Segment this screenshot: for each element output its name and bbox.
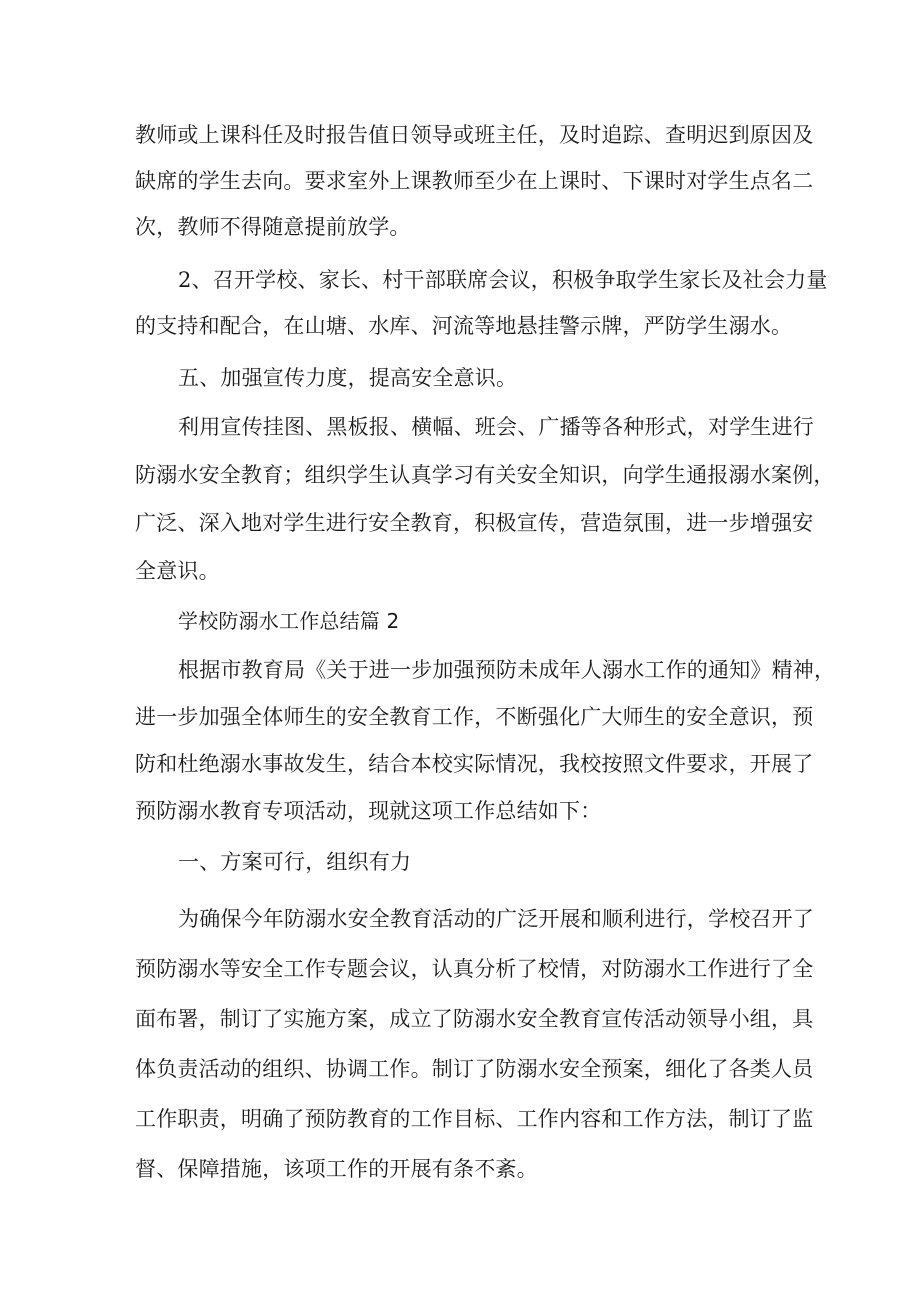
- body-text-line: 根据市教育局《关于进一步加强预防未成年人溺水工作的通知》精神，: [178, 658, 836, 682]
- body-text-line: 防和杜绝溺水事故发生，结合本校实际情况，我校按照文件要求，开展了: [135, 752, 814, 776]
- body-text-line: 教师或上课科任及时报告值日领导或班主任，及时追踪、查明迟到原因及: [135, 123, 814, 147]
- body-text-line: 预防溺水教育专项活动，现就这项工作总结如下：: [135, 799, 602, 823]
- body-text-line: 次，教师不得随意提前放学。: [135, 215, 411, 239]
- body-text-line: 利用宣传挂图、黑板报、横幅、班会、广播等各种形式，对学生进行: [178, 415, 814, 439]
- section-heading: 一、方案可行，组织有力: [178, 850, 412, 874]
- body-text-line: 进一步加强全体师生的安全教育工作，不断强化广大师生的安全意识，预: [135, 705, 814, 729]
- body-text-line: 防溺水安全教育；组织学生认真学习有关安全知识，向学生通报溺水案例，: [135, 463, 835, 487]
- body-text-line: 为确保今年防溺水安全教育活动的广泛开展和顺利进行，学校召开了: [178, 907, 814, 931]
- document-title: 学校防溺水工作总结篇 2: [178, 609, 400, 633]
- body-text-line: 体负责活动的组织、协调工作。制订了防溺水安全预案，细化了各类人员: [135, 1057, 814, 1081]
- body-text-line: 工作职责，明确了预防教育的工作目标、工作内容和工作方法，制订了监: [135, 1107, 814, 1131]
- body-text-line: 预防溺水等安全工作专题会议，认真分析了校情，对防溺水工作进行了全: [135, 957, 814, 981]
- body-text-line: 面布署，制订了实施方案，成立了防溺水安全教育宣传活动领导小组，具: [135, 1007, 814, 1031]
- body-text-line: 缺席的学生去向。要求室外上课教师至少在上课时、下课时对学生点名二: [135, 169, 814, 193]
- body-text-line: 广泛、深入地对学生进行安全教育，积极宣传，营造氛围，进一步增强安: [135, 511, 814, 535]
- body-text-line: 2、召开学校、家长、村干部联席会议，积极争取学生家长及社会力量: [178, 268, 828, 292]
- section-heading: 五、加强宣传力度，提高安全意识。: [178, 366, 518, 390]
- body-text-line: 督、保障措施，该项工作的开展有条不紊。: [135, 1157, 538, 1181]
- body-text-line: 全意识。: [135, 559, 220, 583]
- body-text-line: 的支持和配合，在山塘、水库、河流等地悬挂警示牌，严防学生溺水。: [135, 314, 793, 338]
